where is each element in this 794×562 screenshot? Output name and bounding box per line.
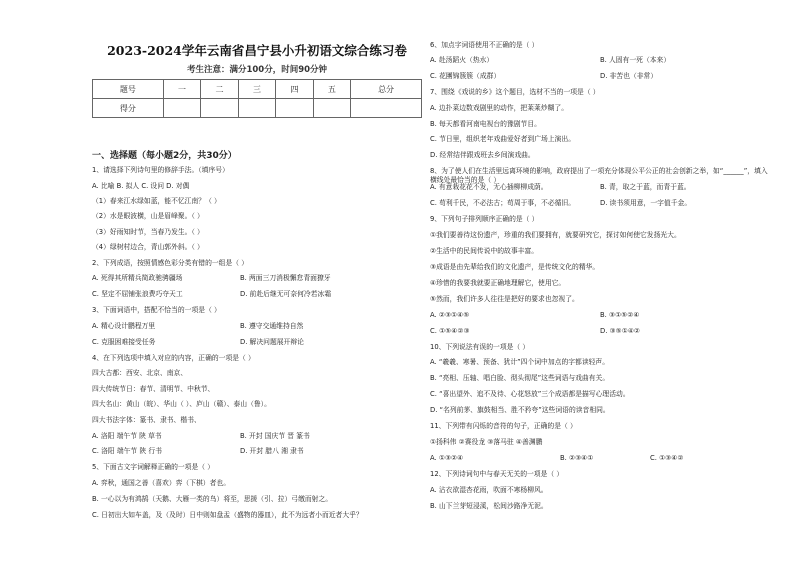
right-line: B. 每天都看河南电视台的豫剧节目。: [430, 120, 541, 128]
right-line: B. “亮相、压轴、唱白脸、彻头彻尾”这些词语与戏曲有关。: [430, 374, 610, 382]
left-line: 四大名山：黄山（皖）、华山（ ）、庐山（赣）、泰山（鲁）。: [92, 400, 271, 408]
left-line: A. 洛阳 端午节 陕 草书: [92, 432, 162, 440]
right-line: ①扬科伟 ②赛役龙 ③落马驻 ④善渊鹏: [430, 438, 543, 446]
left-line: （2）水是眼波横，山是眉峰聚。（ ）: [92, 212, 204, 220]
right-line: D. “名列前茅、旗鼓相当、胜不矜夸”这些词语的读音相同。: [430, 406, 610, 414]
left-line: C. 克服困难接受任务: [92, 338, 156, 346]
right-line: C. 节日里，组织老年戏曲爱好者到广场上演出。: [430, 135, 576, 143]
left-line: D. 开封 腊八 湘 隶书: [240, 447, 304, 455]
right-line: A. 有意栽花花不发，无心插柳柳成荫。: [430, 183, 548, 191]
left-line: D. 前赴后继无可奈何冷若冰霜: [240, 290, 332, 298]
right-line: A. 边扑菜边数戏剧里的动作，把莱莱炒糊了。: [430, 104, 568, 112]
score-table-score-row: [93, 99, 422, 118]
score-cell: [313, 99, 350, 118]
right-line: B. 青，取之于蓝，而青于蓝。: [600, 183, 691, 191]
left-line: 2、下列成语，按照情感色彩分类有错的一组是（ ）: [92, 259, 249, 267]
exam-notice: 考生注意：满分100分，时间90分钟: [186, 65, 328, 75]
right-line: ③成语是由先辈给我们的文化遗产，是传统文化的精华。: [430, 263, 600, 271]
right-line: A. ②③①④⑤: [430, 311, 470, 319]
score-table-header-row: [93, 80, 422, 99]
left-line: B. 开封 国庆节 晋 篆书: [240, 432, 310, 440]
left-line: 5、下面古文字词解释正确的一项是（ ）: [92, 463, 215, 471]
right-line: A. “羲羲、寒暑、预备、犹计”四个词中加点的字都读轻声。: [430, 358, 610, 366]
right-line: C. 苟利千民，不必法古；苟周于事，不必循旧。: [430, 199, 576, 207]
left-line: D. 解决问题展开辩论: [240, 338, 304, 346]
right-line: C. “喜出望外、追不及待、心花怒放”三个成语都是描写心理活动。: [430, 390, 630, 398]
right-line: A. 赴汤蹈火（热水）: [430, 56, 494, 64]
score-cell: [276, 99, 313, 118]
left-line: 1、请选择下列诗句里的修辞手法。（填序号）: [92, 166, 229, 174]
right-line: D. 读书须用意，一字值千金。: [600, 199, 692, 207]
right-line: B. 人固有一死（本来）: [600, 56, 671, 64]
score-cell: [163, 99, 200, 118]
score-cell: 四: [276, 80, 313, 99]
right-line: A. ①③②④: [430, 454, 464, 462]
left-line: A. 比喻 B. 拟人 C. 设问 D. 对偶: [92, 182, 190, 190]
right-line: 11、下列带有闪烁的音符的句子，正确的是（ ）: [430, 422, 577, 430]
left-line: （3）好雨知时节，当春乃发生。（ ）: [92, 228, 204, 236]
right-line: ④珍惜的我要我就要正确地理解它，使用它。: [430, 279, 566, 287]
left-line: 4、在下列选项中填入对应的内容，正确的一项是（ ）: [92, 354, 255, 362]
score-cell: 总分: [351, 80, 422, 99]
score-cell: 一: [163, 80, 200, 99]
score-cell: 得分: [93, 99, 164, 118]
score-cell: [201, 99, 238, 118]
right-line: B. ②③④①: [560, 454, 594, 462]
right-line: 7、围绕《戏说的乡》这个题目，选材不当的一项是（ ）: [430, 88, 600, 96]
left-line: C. 洛阳 端午节 陕 行书: [92, 447, 162, 455]
right-line: ①我们要善待这份遗产，珍重的我们要拥有，就要研究它，探讨如何使它发扬光大。: [430, 231, 681, 239]
score-cell: 三: [238, 80, 275, 99]
left-line: 3、下面词语中，搭配不恰当的一项是（ ）: [92, 306, 221, 314]
right-line: D. 经常结伴跟戏班去乡间演戏曲。: [430, 151, 535, 159]
score-table: [92, 79, 422, 118]
left-line: B. 两面三刀消极懈怠青面獠牙: [240, 274, 331, 282]
left-line: 四大古都：西安、北京、南京、: [92, 369, 188, 377]
right-line: B. ③①⑤②④: [600, 311, 640, 319]
score-cell: [351, 99, 422, 118]
score-cell: [238, 99, 275, 118]
right-line: 10、下列说法有误的一项是（ ）: [430, 343, 530, 351]
right-line: C. ①③④②: [650, 454, 684, 462]
left-line: （4）绿树村边合，青山郭外斜。（ ）: [92, 243, 204, 251]
right-line: ②生活中的民间传说中的故事丰富。: [430, 247, 539, 255]
right-line: C. ①⑤④②③: [430, 327, 470, 335]
score-cell: 五: [313, 80, 350, 99]
score-cell: 二: [201, 80, 238, 99]
section-heading: 一、选择题（每小题2分，共30分）: [92, 151, 237, 161]
left-line: A. 死得其所精兵简政驰骋疆场: [92, 274, 183, 282]
right-line: A. 沾衣欲湿杏花雨，吹面不寒杨柳风。: [430, 486, 548, 494]
right-line: ⑤然而，我们许多人往往是把好的要求也忽视了。: [430, 295, 579, 303]
right-line: 8、为了使人们在生活里远离环境的影响，政府提出了一项充分体现公平公正的社会创新之举，如“______”，填入横线处最恰当的是（ ）: [430, 167, 768, 184]
left-line: C. 坚定不屈铺张浪费巧夺天工: [92, 290, 183, 298]
right-line: D. 非苦也（非常）: [600, 72, 658, 80]
score-cell: 题号: [93, 80, 164, 99]
right-line: B. 山下兰芽短浸溪，松间沙路净无泥。: [430, 502, 548, 510]
right-line: C. 花團锦簇簇（成群）: [430, 72, 501, 80]
right-line: D. ③⑤①④②: [600, 327, 641, 335]
right-line: 6、加点字词语使用不正确的是（ ）: [430, 41, 539, 49]
left-line: 四大传统节日：春节、清明节、中秋节、: [92, 385, 215, 393]
left-line: C. 日初出大如车盖，及（及时）日中则如盘盂（盛物的器皿），此不为远者小而近者大乎？: [92, 511, 363, 519]
left-line: A. 弈秋，通国之善（喜欢）弈（下棋）者也。: [92, 479, 230, 487]
right-line: 9、下列句子排列顺序正确的是（ ）: [430, 215, 539, 223]
right-line: 12、下列诗词句中与春天无关的一项是（ ）: [430, 470, 564, 478]
left-line: B. 遵守交通维持自然: [240, 322, 304, 330]
left-line: B. 一心以为有鸿鹄（天鹅、大雁一类的鸟）将至，思援（引、拉）弓缴而射之。: [92, 495, 333, 503]
left-line: 四大书法字体：篆书、隶书、楷书、: [92, 416, 201, 424]
left-line: （1）春来江水绿如蓝，能不忆江南？（ ）: [92, 197, 221, 205]
page-title: 2023-2024学年云南省昌宁县小升初语文综合练习卷: [107, 43, 407, 58]
left-line: A. 精心设计鹏程万里: [92, 322, 156, 330]
